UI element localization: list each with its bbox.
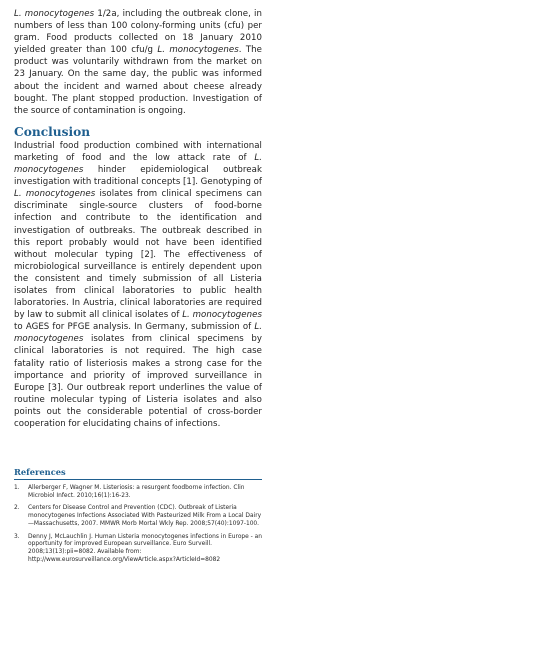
reference-text: Centers for Disease Control and Prevention (CDC). Outbreak of Listeria monocytogenes Infections Associated With Pasteurized Milk From a Local Dairy—Massachusetts, 2007. MMWR Morb Mortal Wkly Rep. 2008;57(40):1097-100. — [28, 505, 262, 527]
reference-item — [14, 505, 262, 528]
reference-number: 1. — [14, 485, 20, 491]
species-name: L. monocytogenes — [14, 322, 262, 345]
text-run: to AGES for PFGE analysis. In Germany, submission of — [14, 322, 255, 333]
references-heading: References — [14, 467, 66, 477]
species-name: L. monocytogenes — [14, 189, 96, 200]
article-column — [14, 8, 262, 430]
references-section — [14, 466, 262, 569]
species-name: L. monocytogenes — [182, 310, 262, 321]
reference-text: Allerberger F, Wagner M. Listeriosis: a resurgent foodborne infection. Clin Microbiol Infect. 2010;16(1):16-23. — [28, 485, 245, 499]
text-run: Industrial food production combined with international marketing of food and the low attack rate of — [14, 140, 262, 163]
references-list — [14, 485, 262, 564]
species-name: L. monocytogenes — [14, 152, 262, 176]
text-run: hinder epidemiological outbreak investigation with traditional concepts [1]. Genotyping of — [14, 165, 262, 188]
references-divider — [14, 479, 262, 480]
reference-item — [14, 485, 262, 500]
conclusion-heading: Conclusion — [14, 124, 91, 139]
text-run: isolates from clinical specimens by clinical laboratories is not required. The high case fatality ratio of listeriosis makes a strong case for the importance and priority of improved surveillance in Europe [3]. Our outbreak report underlines the value of routine molecular typing of Listeria isolates and also points out the considerable potential of cross-border cooperation for elucidating chains of infections. — [14, 334, 262, 429]
reference-item — [14, 534, 262, 565]
text-run: 1/2a, including the outbreak clone, in numbers of less than 100 colony-forming units (cfu) per gram. Food products collected on 18 January 2010 yielded greater than 100 cfu/g — [14, 9, 262, 56]
text-run: . The product was voluntarily withdrawn from the market on 23 January. On the same day, the public was informed about the incident and warned about cheese already bought. The plant stopped production. Investigation of the source of contamination is ongoing. — [14, 45, 263, 116]
conclusion-paragraph — [14, 140, 262, 430]
text-run: isolates from clinical specimens can discriminate single-source clusters of food-borne infection and contribute to the identification and investigation of outbreaks. The outbreak described in this report probably would not have been identified without molecular typing [2]. The effectiveness of microbiological surveillance is entirely dependent upon the consistent and timely submission of all Listeria isolates from clinical laboratories to public health laboratories. In Austria, clinical laboratories are required by law to submit all clinical isolates of — [14, 189, 262, 321]
species-name: L. monocytogenes — [157, 45, 239, 56]
intro-paragraph — [14, 8, 262, 117]
species-name: L. monocytogenes — [14, 9, 95, 19]
reference-number: 3. — [14, 533, 20, 540]
reference-text: Denny J, McLauchlin J. Human Listeria monocytogenes infections in Europe - an opportunity for improved European surveillance. Euro Surveill. 2008;13(13):pii=8082. Available from: http://www.eurosurveillance.org/ViewArticle.aspx?ArticleId=8082 — [28, 533, 263, 563]
reference-number: 2. — [14, 505, 20, 512]
